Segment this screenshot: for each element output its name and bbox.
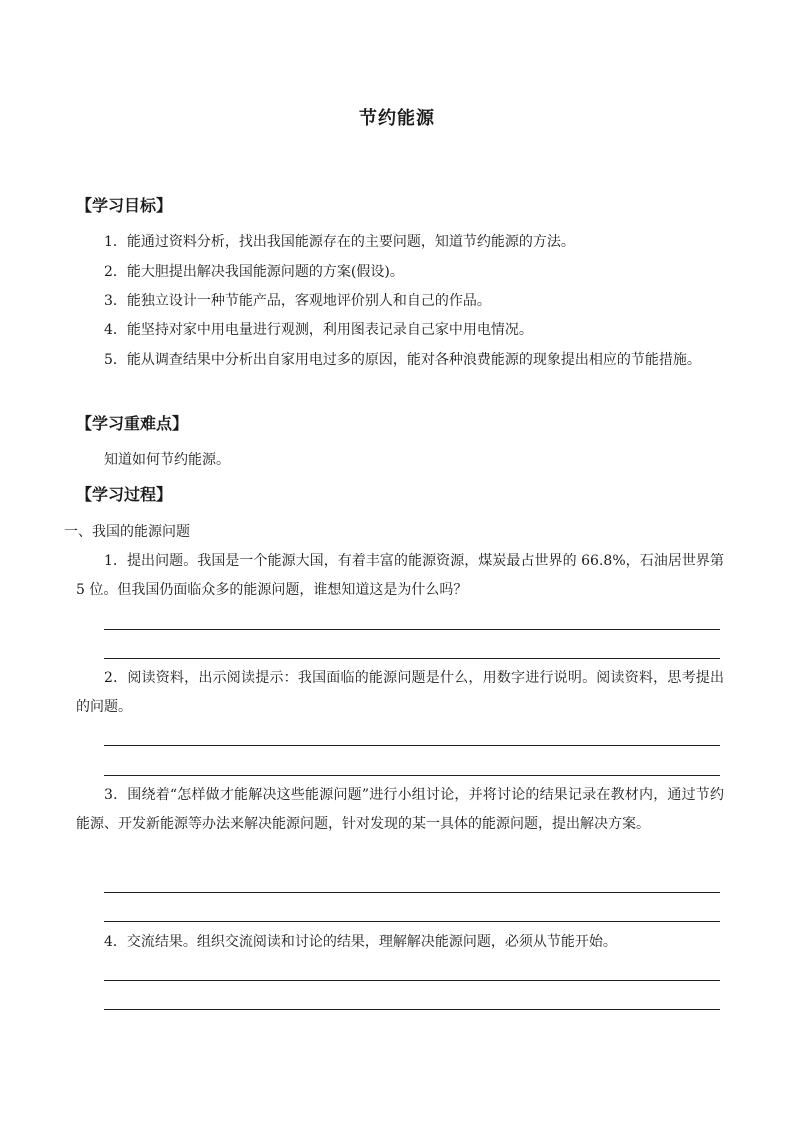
answer-line[interactable] [104, 921, 720, 922]
answer-line[interactable] [104, 629, 720, 630]
answer-line[interactable] [104, 1009, 720, 1010]
objective-item-2: 2．能大胆提出解决我国能源问题的方案(假设)。 [104, 264, 404, 280]
answer-line[interactable] [104, 775, 720, 776]
key-points-text: 知道如何节约能源。 [104, 452, 230, 468]
objective-item-3: 3．能独立设计一种节能产品，客观地评价别人和自己的作品。 [104, 293, 491, 309]
process-step-1: 1．提出问题。我国是一个能源大国，有着丰富的能源资源，煤炭最占世界的 66.8%，石油居世界第 5 位。但我国仍面临众多的能源问题，谁想知道这是为什么吗？ [76, 553, 724, 598]
answer-line[interactable] [104, 658, 720, 659]
answer-line[interactable] [104, 892, 720, 893]
process-step-4: 4．交流结果。组织交流阅读和讨论的结果，理解解决能源问题，必须从节能开始。 [104, 934, 617, 950]
process-step-2: 2．阅读资料，出示阅读提示：我国面临的能源问题是什么，用数字进行说明。阅读资料，思考提出的问题。 [76, 670, 724, 715]
objective-item-5: 5．能从调查结果中分析出自家用电过多的原因，能对各种浪费能源的现象提出相应的节能措施。 [104, 352, 701, 368]
section-heading-objectives: 【学习目标】 [76, 196, 173, 215]
objective-item-4: 4．能坚持对家中用电量进行观测，利用图表记录自己家中用电情况。 [104, 322, 533, 338]
process-step-3: 3．围绕着“怎样做才能解决这些能源问题”进行小组讨论，并将讨论的结果记录在教材内，通过节约能源、开发新能源等办法来解决能源问题，针对发现的某一具体的能源问题，提出解决方案。 [76, 787, 724, 832]
section-heading-key-points: 【学习重难点】 [76, 414, 189, 433]
section-heading-process: 【学习过程】 [76, 485, 173, 504]
answer-line[interactable] [104, 980, 720, 981]
answer-line[interactable] [104, 745, 720, 746]
process-subheading: 一、我国的能源问题 [64, 524, 190, 540]
objective-item-1: 1．能通过资料分析，找出我国能源存在的主要问题，知道节约能源的方法。 [104, 234, 575, 250]
page-title: 节约能源 [359, 108, 435, 129]
